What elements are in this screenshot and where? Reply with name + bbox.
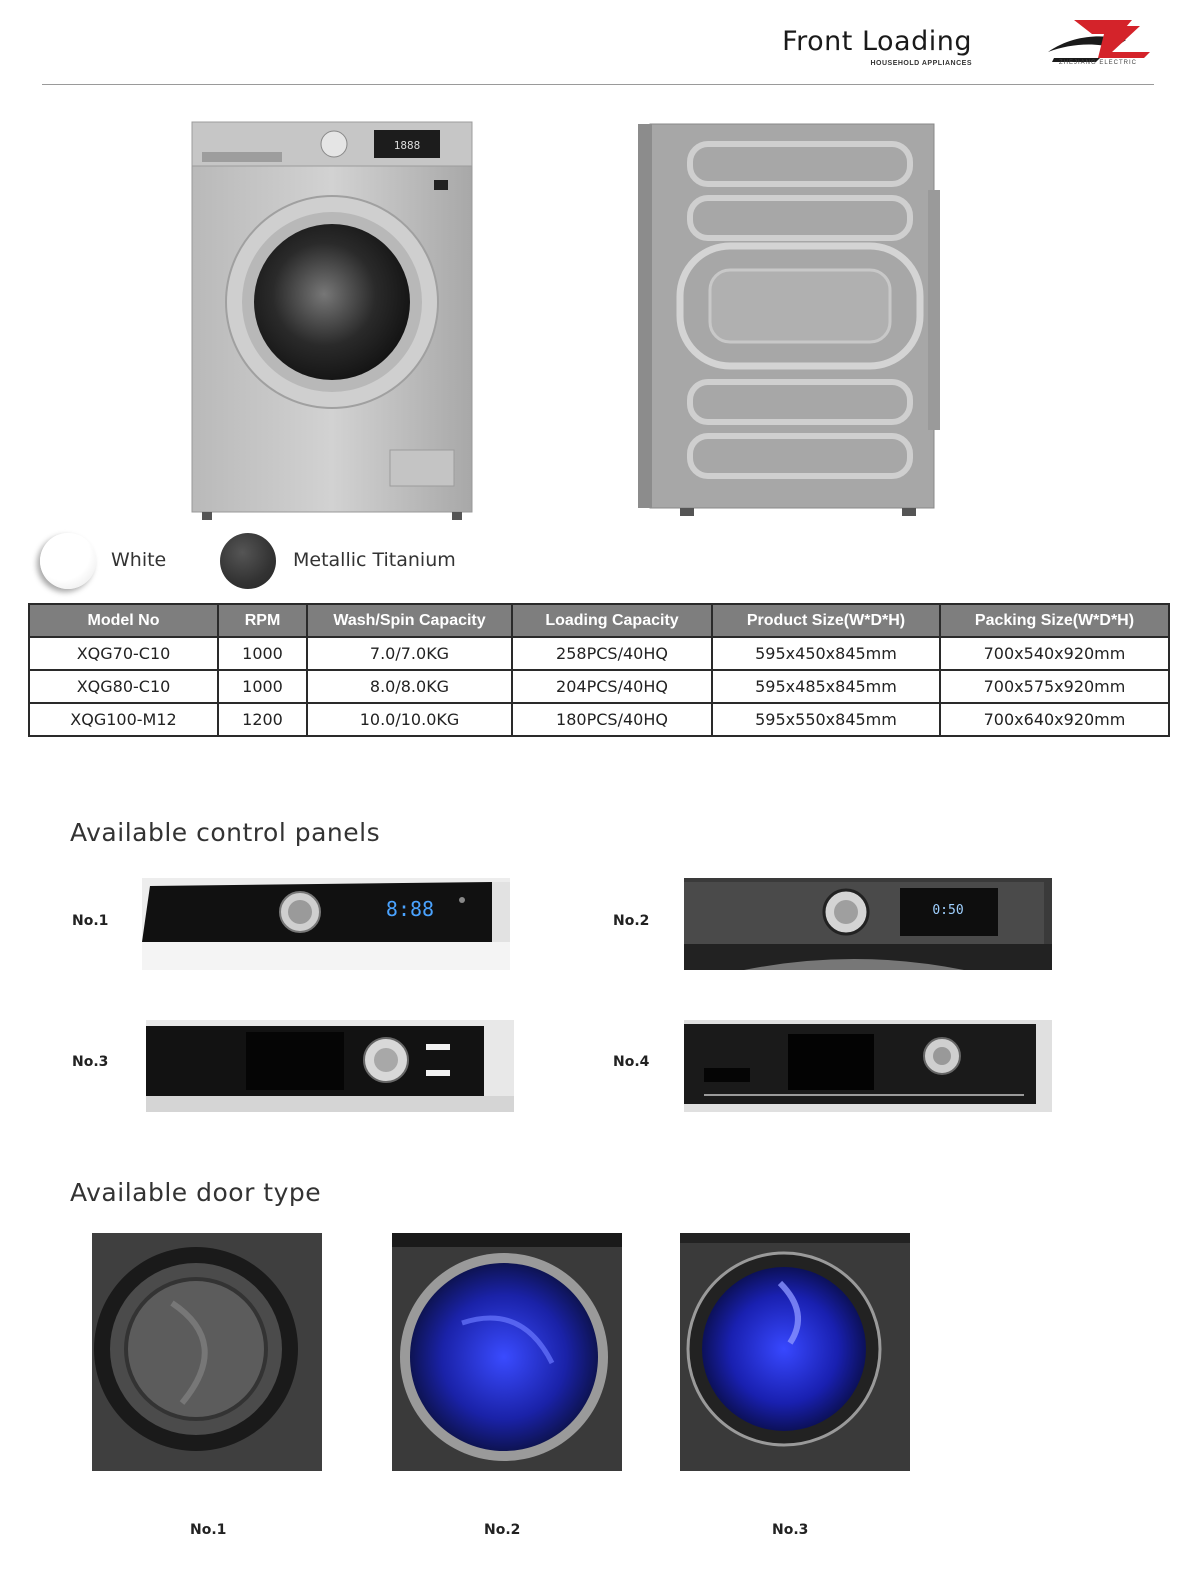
table-header-cell: RPM: [218, 604, 307, 637]
titanium-color-swatch: [220, 533, 276, 589]
door-type-2-image: [392, 1233, 622, 1471]
titanium-color-label: Metallic Titanium: [293, 549, 456, 571]
panel-label-1: No.1: [72, 913, 109, 929]
door-type-3-image: [680, 1233, 910, 1471]
table-cell: 700x640x920mm: [940, 703, 1169, 736]
table-cell: XQG100-M12: [29, 703, 218, 736]
washer-side-image: [630, 120, 942, 522]
control-panel-1-image: [142, 878, 510, 970]
table-row: [29, 670, 1169, 703]
control-panel-2-image: [684, 878, 1052, 970]
door-label-1: No.1: [190, 1522, 227, 1538]
table-header-cell: Wash/Spin Capacity: [307, 604, 512, 637]
table-cell: 700x540x920mm: [940, 637, 1169, 670]
page-subtitle: HOUSEHOLD APPLIANCES: [870, 60, 972, 67]
table-cell: 1000: [218, 670, 307, 703]
table-cell: 258PCS/40HQ: [512, 637, 712, 670]
table-header-cell: Loading Capacity: [512, 604, 712, 637]
panel-label-4: No.4: [613, 1054, 650, 1070]
table-cell: 8.0/8.0KG: [307, 670, 512, 703]
panel-label-2: No.2: [613, 913, 650, 929]
white-color-swatch: [40, 533, 96, 589]
door-type-1-image: [92, 1233, 322, 1471]
table-cell: 204PCS/40HQ: [512, 670, 712, 703]
control-panel-3-image: [146, 1020, 514, 1112]
table-cell: 180PCS/40HQ: [512, 703, 712, 736]
door-label-3: No.3: [772, 1522, 809, 1538]
table-header-row: [29, 604, 1169, 637]
table-cell: 1200: [218, 703, 307, 736]
table-header-cell: Packing Size(W*D*H): [940, 604, 1169, 637]
washer-front-image: [190, 120, 474, 522]
table-cell: 7.0/7.0KG: [307, 637, 512, 670]
table-row: [29, 703, 1169, 736]
page-title: Front Loading: [782, 26, 972, 57]
control-panel-4-image: [684, 1020, 1052, 1112]
spec-table: [28, 603, 1170, 737]
panel-label-3: No.3: [72, 1054, 109, 1070]
table-cell: XQG80-C10: [29, 670, 218, 703]
table-header-cell: Product Size(W*D*H): [712, 604, 940, 637]
table-cell: 595x450x845mm: [712, 637, 940, 670]
door-label-2: No.2: [484, 1522, 521, 1538]
panel-2-display: 0:50: [932, 903, 964, 918]
table-cell: 1000: [218, 637, 307, 670]
table-cell: 595x485x845mm: [712, 670, 940, 703]
control-panels-heading: Available control panels: [70, 818, 381, 847]
white-color-label: White: [111, 549, 167, 571]
product-display-readout: 1888: [393, 139, 421, 152]
panel-1-display: 8:88: [385, 897, 435, 921]
table-header-cell: Model No: [29, 604, 218, 637]
table-cell: 700x575x920mm: [940, 670, 1169, 703]
table-row: [29, 637, 1169, 670]
table-cell: XQG70-C10: [29, 637, 218, 670]
logo-text: ZHEJIANG ELECTRIC: [1058, 60, 1137, 66]
header-divider: [42, 84, 1154, 85]
door-types-heading: Available door type: [70, 1178, 322, 1207]
table-cell: 10.0/10.0KG: [307, 703, 512, 736]
table-cell: 595x550x845mm: [712, 703, 940, 736]
